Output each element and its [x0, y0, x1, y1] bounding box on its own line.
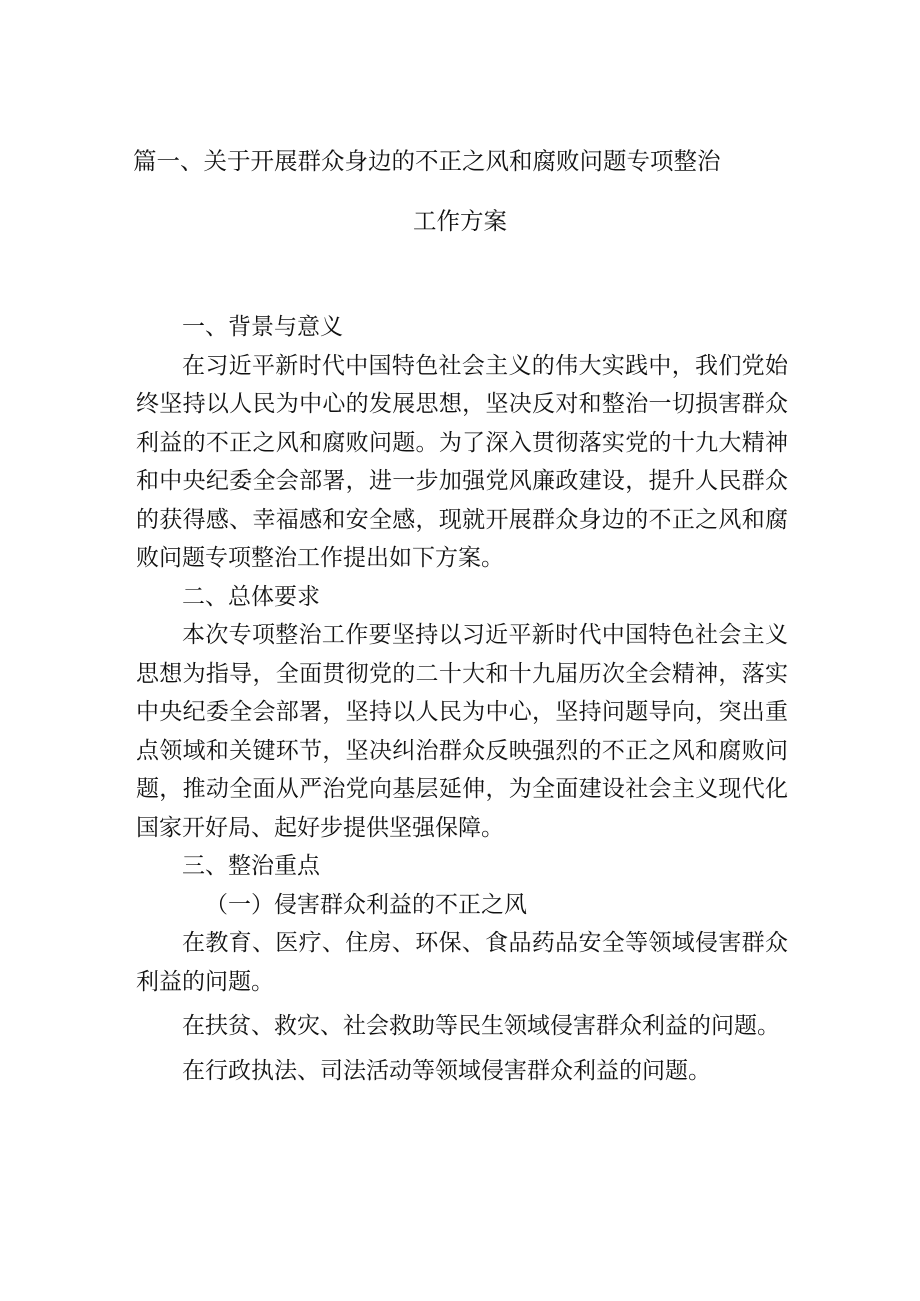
section-2-paragraph: 本次专项整治工作要坚持以习近平新时代中国特色社会主义思想为指导，全面贯彻党的二十大和十九届历次全会精神，落实中央纪委全会部署，坚持以人民为中心，坚持问题导向，突出重点领域和关键环节，坚决纠治群众反映强烈的不正之风和腐败问题，推动全面从严治党向基层延伸，为全面建设社会主义现代化国家开好局、起好步提供坚强保障。 [136, 622, 788, 841]
section-2-heading: 二、总体要求 [182, 583, 320, 610]
section-3-item-3: 在行政执法、司法活动等领域侵害群众利益的问题。 [182, 1057, 711, 1084]
document-title-line-1: 篇一、关于开展群众身边的不正之风和腐败问题专项整治 [133, 147, 721, 175]
section-3-item-1: 在教育、医疗、住房、环保、食品药品安全等领域侵害群众利益的问题。 [136, 930, 788, 995]
section-3-subheading-1: （一）侵害群众利益的不正之风 [205, 891, 527, 918]
section-3-item-2: 在扶贫、救灾、社会救助等民生领域侵害群众利益的问题。 [182, 1013, 780, 1039]
document-body [136, 308, 788, 1090]
section-1-heading: 一、背景与意义 [182, 314, 343, 340]
section-3-heading: 三、整治重点 [182, 853, 320, 879]
section-1-paragraph: 在习近平新时代中国特色社会主义的伟大实践中，我们党始终坚持以人民为中心的发展思想，坚决反对和整治一切损害群众利益的不正之风和腐败问题。为了深入贯彻落实党的十九大精神和中央纪委全会部署，进一步加强党风廉政建设，提升人民群众的获得感、幸福感和安全感，现就开展群众身边的不正之风和腐败问题专项整治工作提出如下方案。 [136, 352, 788, 571]
document-title-line-2: 工作方案 [413, 207, 507, 235]
